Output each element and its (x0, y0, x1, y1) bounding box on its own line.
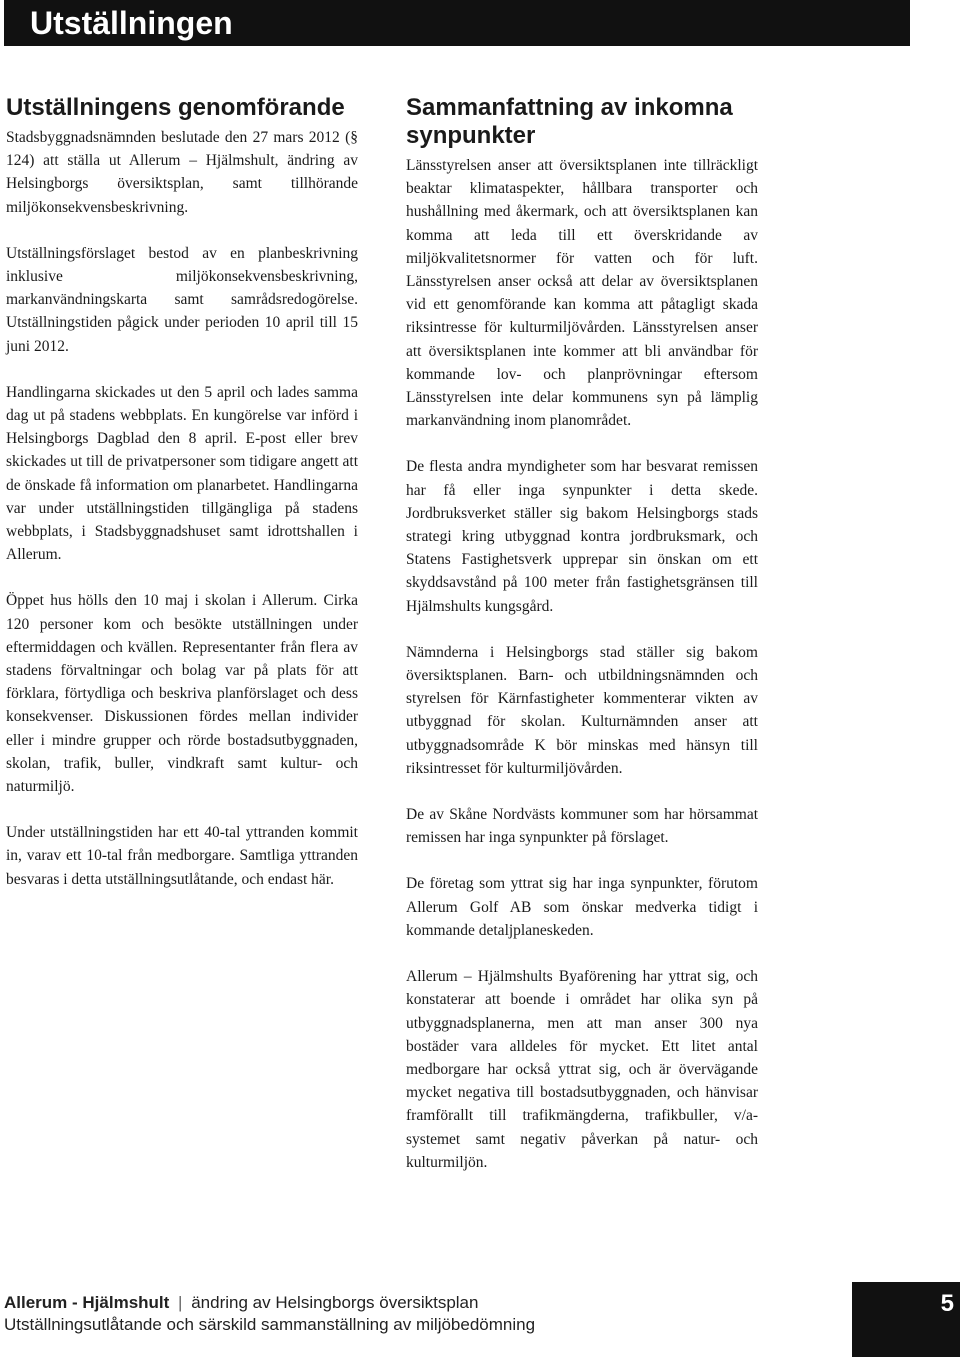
left-heading: Utställningens genomförande (6, 94, 345, 121)
right-paragraph: Nämnderna i Helsingborgs stad ställer sig bakom översiktsplanen. Barn- och utbildningsnämnden och styrelsen för Kärnfastigheter kommenterar vikten av utbyggnad för skolan. Kulturnämnden anser att utbyggnadsområde K bör minskas med hänsyn till riksintresset för kulturmiljövården. (406, 643, 758, 777)
footer-line-1 (4, 1292, 535, 1314)
footer (4, 1292, 535, 1336)
page-number-box (852, 1282, 960, 1357)
left-paragraph: Handlingarna skickades ut den 5 april och lades samma dag ut på stadens webbplats. En kungörelse var införd i Helsingborgs Dagblad den 8 april. E-post eller brev skickades ut till de privatpersoner som tidigare angett att de önskade få information om planarbetet. Handlingarna var under utställningstiden tillgängliga på stadens webbplats, i Stadsbyggnadshuset samt idrottshallen i Allerum. (6, 383, 358, 564)
right-column (406, 94, 758, 1197)
right-heading: Sammanfattning av inkomna synpunkter (406, 94, 733, 149)
page-title: Utställningen (30, 5, 233, 41)
left-paragraph: Stadsbyggnadsnämnden beslutade den 27 mars 2012 (§ 124) att ställa ut Allerum – Hjälmshult, ändring av Helsingborgs översiktsplan, samt tillhörande miljökonsekvensbeskrivning. (6, 129, 358, 216)
footer-project: Allerum - Hjälmshult (4, 1293, 170, 1312)
left-paragraph: Under utställningstiden har ett 40-tal yttranden kommit in, varav ett 10-tal från medborgare. Samtliga yttranden besvaras i detta utställningsutlåtande, och endast här. (6, 824, 358, 888)
right-paragraph: Allerum – Hjälmshults Byaförening har yttrat sig, och konstaterar att boende i området har olika syn på utbyggnadsplanerna, men att man anser 300 nya bostäder vara alldeles för mycket. Ett litet antal medborgare har också yttrat sig, och är övervägande mycket negativa till bostadsutbyggnaden, och hänvisar framförallt till trafikmängderna, trafikbuller, v/a-systemet samt negativ påverkan på natur- och kulturmiljön. (406, 968, 758, 1171)
left-paragraph: Öppet hus hölls den 10 maj i skolan i Allerum. Cirka 120 personer kom och besökte utställningen under eftermiddagen och kvällen. Representanter från flera av stadens förvaltningar och bolag var på plats för att förklara, förtydliga och beskriva planförslaget och dess konsekvenser. Diskussionen fördes mellan individer eller i mindre grupper och rörde bostadsutbyggnaden, skolan, trafik, buller, vindkraft samt kultur- och naturmiljö. (6, 592, 358, 796)
right-paragraph: De flesta andra myndigheter som har besvarat remissen har få eller inga synpunkter i detta skede. Jordbruksverket ställer sig bakom Helsingborgs stads strategi kring utbyggnad kontra jordbruksmark, och Statens Fastighetsverk upprepar sin önskan om ett skyddsavstånd på 100 meter från fastighetsgränsen till Hjälmshults kungsgård. (406, 458, 758, 615)
header-bar (4, 0, 910, 46)
left-column (6, 94, 358, 914)
page-number: 5 (940, 1290, 954, 1317)
right-paragraph: De företag som yttrat sig har inga synpunkter, förutom Allerum Golf AB som önskar medverka tidigt i kommande detaljplaneskeden. (406, 875, 758, 939)
footer-subtitle: Utställningsutlåtande och särskild sammanställning av miljöbedömning (4, 1315, 536, 1334)
left-paragraph: Utställningsförslaget bestod av en planbeskrivning inklusive miljökonsekvensbeskrivning, markanvändningskarta samt samrådsredogörelse. Utställningstiden pågick under perioden 10 april till 15 juni 2012. (6, 244, 358, 355)
footer-separator: | (178, 1293, 183, 1312)
right-paragraph: De av Skåne Nordvästs kommuner som har hörsammat remissen har inga synpunkter på förslaget. (406, 806, 758, 847)
right-paragraph: Länsstyrelsen anser att översiktsplanen inte tillräckligt beaktar klimataspekter, hållbara transporter och hushållning med åkermark, och att översiktsplanen kan komma att leda till ett överskridande av miljökvalitetsnormer för vatten och för luft. Länsstyrelsen anser också att delar av översiktsplanen vid ett genomförande kan komma att påtagligt skada riksintresse för kulturmiljövården. Länsstyrelsen anser att översiktsplanen inte kommer att bli användbar för kommande lov- och planprövningar eftersom Länsstyrelsen inte delar kommunens syn på lämplig markanvändning inom planområdet. (406, 157, 758, 430)
footer-plan: ändring av Helsingborgs översiktsplan (191, 1293, 479, 1312)
